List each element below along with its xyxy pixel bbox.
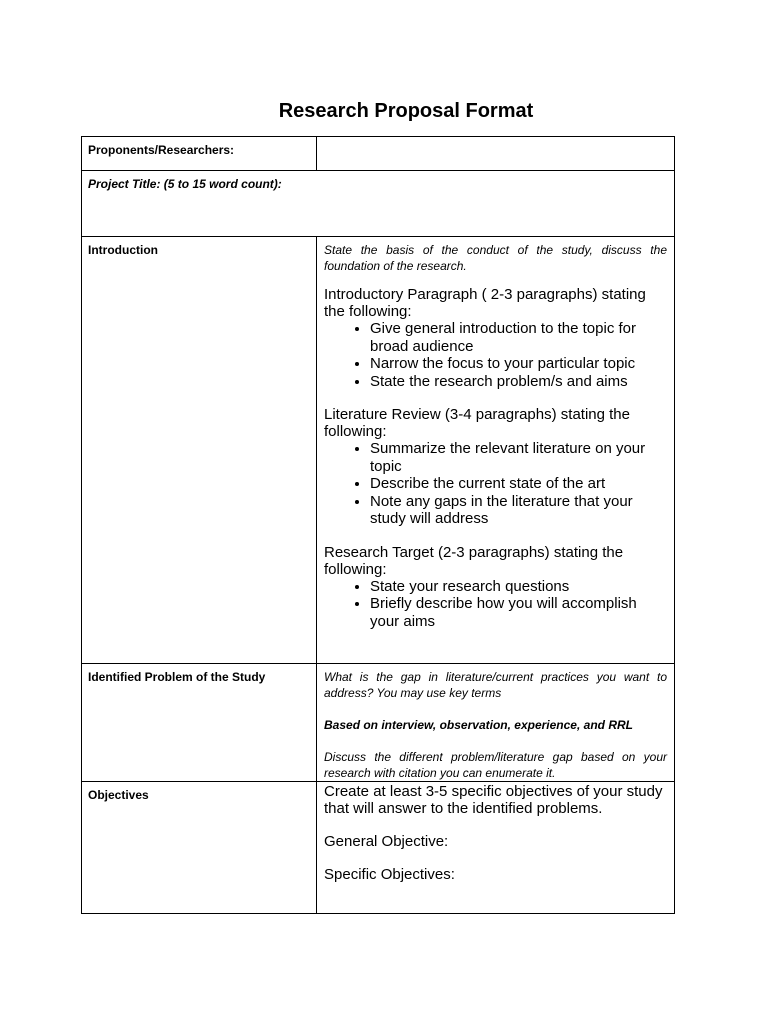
project-title-label: Project Title: (5 to 15 word count):: [88, 177, 282, 191]
problem-basis-note: Based on interview, observation, experience, and RRL: [324, 718, 633, 732]
proposal-table: [81, 136, 675, 914]
introduction-note: State the basis of the conduct of the study, discuss the foundation of the research.: [324, 243, 667, 273]
list-item: • State your research questions: [370, 578, 667, 596]
objectives-content[interactable]: [317, 782, 675, 914]
general-objective-label: General Objective:: [324, 833, 449, 850]
literature-list: [324, 440, 667, 528]
table-row: [82, 137, 675, 171]
problem-note: What is the gap in literature/current practices you want to address? You may use key terms: [324, 670, 667, 700]
table-row: [82, 171, 675, 237]
introduction-label: Introduction: [82, 237, 317, 664]
project-title-field[interactable]: [82, 171, 675, 237]
table-row: [82, 664, 675, 782]
objectives-instruction: Create at least 3-5 specific objectives of your study that will answer to the identified problems.: [324, 783, 663, 817]
specific-objectives-label: Specific Objectives:: [324, 866, 455, 883]
target-list: [324, 578, 667, 631]
research-target-heading: Research Target (2-3 paragraphs) stating the following:: [324, 543, 624, 578]
list-item: • Describe the current state of the art: [370, 475, 667, 493]
proponents-label: Proponents/Researchers:: [82, 137, 317, 171]
problem-discuss-note: Discuss the different problem/literature gap based on your research with citation you can enumerate it.: [324, 750, 667, 780]
list-item: • Briefly describe how you will accomplish your aims: [370, 595, 667, 630]
literature-review-heading: Literature Review (3-4 paragraphs) stating the following:: [324, 406, 630, 440]
table-row: [82, 237, 675, 664]
list-item: • Narrow the focus to your particular topic: [370, 355, 667, 373]
table-row: [82, 782, 675, 914]
list-item: • Note any gaps in the literature that your study will address: [370, 493, 667, 528]
intro-paragraph-heading: Introductory Paragraph ( 2-3 paragraphs) stating the following:: [324, 286, 646, 320]
objectives-label: Objectives: [82, 782, 317, 914]
introduction-content[interactable]: [317, 237, 675, 664]
problem-label: Identified Problem of the Study: [82, 664, 317, 782]
list-item: • Give general introduction to the topic for broad audience: [370, 320, 667, 355]
proponents-field[interactable]: [317, 137, 675, 171]
page-title: Research Proposal Format: [278, 100, 534, 122]
list-item: • Summarize the relevant literature on your topic: [370, 440, 667, 475]
intro-list: [324, 320, 667, 390]
problem-content[interactable]: [317, 664, 675, 782]
list-item: • State the research problem/s and aims: [370, 373, 667, 391]
